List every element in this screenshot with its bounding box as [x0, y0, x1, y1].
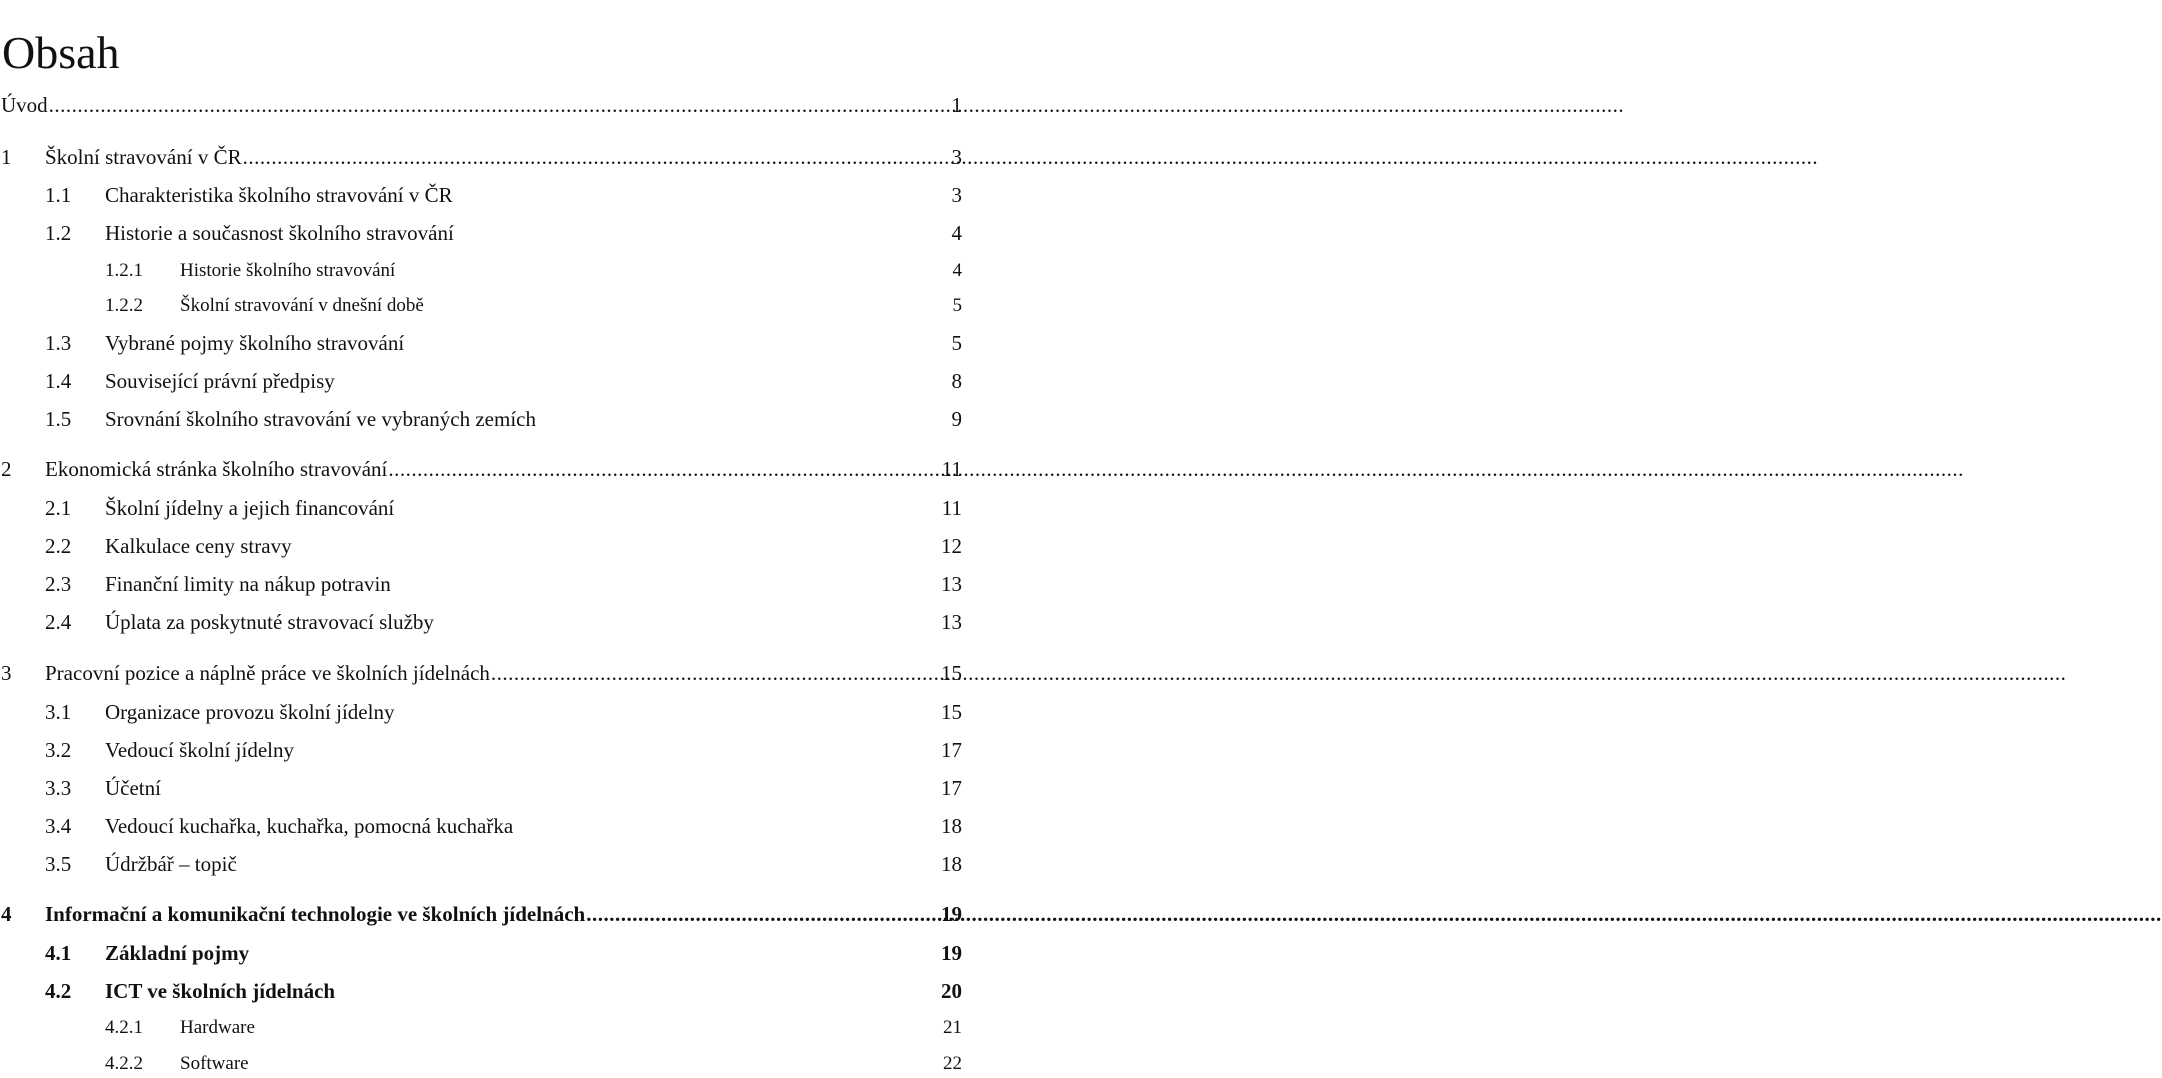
toc-entry-title: Historie a současnost školního stravování [105, 221, 454, 245]
toc-entry-number: 4.2.1 [105, 1017, 143, 1038]
toc-entry-title: Finanční limity na nákup potravin [105, 572, 391, 596]
toc-entry[interactable] [0, 608, 962, 636]
dot-leader [491, 659, 939, 687]
toc-entry-title: Ekonomická stránka školního stravování [45, 457, 388, 481]
toc-entry[interactable] [0, 570, 962, 598]
toc-entry-page-number: 4 [951, 221, 962, 245]
toc-entry[interactable] [0, 143, 962, 171]
toc-entry[interactable] [0, 1014, 962, 1042]
toc-entry-title: Pracovní pozice a náplně práce ve školních jídelnách [45, 661, 490, 685]
toc-entry-number: 4.2 [45, 979, 72, 1003]
toc-entry-page-number: 19 [941, 941, 962, 965]
toc-entry[interactable] [0, 659, 962, 687]
toc-entry-title: Úvod [1, 93, 48, 117]
toc-entry-title: Charakteristika školního stravování v ČR [105, 183, 453, 207]
toc-entry-title: ICT ve školních jídelnách [105, 979, 336, 1003]
toc-entry-page-number: 15 [941, 700, 962, 724]
toc-entry-page-number: 13 [941, 610, 962, 634]
toc-entry[interactable] [0, 736, 962, 764]
toc-entry[interactable] [0, 977, 962, 1005]
toc-entry-number: 4.1 [45, 941, 72, 965]
toc-entry-page-number: 11 [941, 496, 962, 520]
toc-entry-number: 2.1 [45, 496, 72, 520]
toc-entry[interactable] [0, 181, 962, 209]
toc-entry-title: Software [180, 1053, 249, 1074]
toc-entry-title: Základní pojmy [105, 941, 250, 965]
toc-entry-number: 1 [1, 145, 12, 169]
toc-entry-page-number: 15 [941, 661, 962, 685]
toc-entry[interactable] [0, 405, 962, 433]
toc-entry-page-number: 22 [943, 1053, 962, 1074]
toc-entry-number: 1.3 [45, 331, 72, 355]
toc-entry-title: Historie školního stravování [180, 260, 396, 281]
toc-entry-title: Školní stravování v dnešní době [180, 295, 424, 316]
toc-entry[interactable] [0, 494, 962, 522]
toc-entry-title: Školní jídelny a jejich financování [105, 496, 395, 520]
toc-entry-title: Vedoucí kuchařka, kuchařka, pomocná kuchařka [105, 814, 514, 838]
toc-entry-number: 1.2 [45, 221, 72, 245]
toc-entry[interactable] [0, 367, 962, 395]
toc-entry[interactable] [0, 900, 962, 928]
toc-entry-title: Kalkulace ceny stravy [105, 534, 292, 558]
toc-entry-number: 3.3 [45, 776, 72, 800]
toc-entry-page-number: 18 [941, 852, 962, 876]
toc-entry-page-number: 5 [951, 331, 962, 355]
toc-entry-page-number: 4 [952, 260, 962, 281]
dot-leader [49, 91, 950, 119]
toc-entry-page-number: 19 [941, 902, 962, 926]
toc-entry-page-number: 17 [941, 776, 962, 800]
toc-entry-page-number: 13 [941, 572, 962, 596]
toc-entry-number: 1.2.2 [105, 295, 143, 316]
toc-entry-number: 3.1 [45, 700, 72, 724]
toc-entry-page-number: 20 [941, 979, 962, 1003]
toc-entry-title: Srovnání školního stravování ve vybraných zemích [105, 407, 536, 431]
toc-entry-number: 3.4 [45, 814, 72, 838]
toc-entry[interactable] [0, 219, 962, 247]
toc-entry[interactable] [0, 532, 962, 560]
toc-entry[interactable] [0, 257, 962, 285]
toc-entry-page-number: 18 [941, 814, 962, 838]
dot-leader [388, 455, 939, 483]
toc-entry[interactable] [0, 455, 962, 483]
toc-entry-page-number: 3 [951, 145, 962, 169]
toc-entry-title: Účetní [105, 776, 161, 800]
toc-entry-page-number: 1 [951, 93, 962, 117]
toc-entry-page-number: 11 [941, 457, 962, 481]
toc-entry-page-number: 12 [941, 534, 962, 558]
toc-entry[interactable] [0, 812, 962, 840]
toc-entry-page-number: 5 [952, 295, 962, 316]
toc-entry-title: Vedoucí školní jídelny [105, 738, 294, 762]
toc-entry-number: 4 [1, 902, 12, 926]
toc-entry[interactable] [0, 939, 962, 967]
toc-entry[interactable] [0, 329, 962, 357]
toc-entry-page-number: 3 [951, 183, 962, 207]
toc-entry-number: 3 [1, 661, 12, 685]
toc-entry[interactable] [0, 698, 962, 726]
toc-entry-page-number: 9 [951, 407, 962, 431]
toc-entry-number: 2.2 [45, 534, 72, 558]
dot-leader [243, 143, 950, 171]
table-of-contents [0, 0, 960, 1074]
toc-entry-number: 1.2.1 [105, 260, 143, 281]
dot-leader [586, 900, 939, 928]
toc-entry[interactable] [0, 292, 962, 320]
toc-entry-title: Související právní předpisy [105, 369, 335, 393]
toc-entry-number: 2.3 [45, 572, 72, 596]
toc-entry-title: Informační a komunikační technologie ve školních jídelnách [45, 902, 586, 926]
toc-entry-title: Úplata za poskytnuté stravovací služby [105, 610, 434, 634]
toc-entry-number: 3.2 [45, 738, 72, 762]
toc-entry-title: Školní stravování v ČR [45, 145, 242, 169]
toc-entry[interactable] [0, 774, 962, 802]
toc-entry-title: Hardware [180, 1017, 255, 1038]
toc-entry-number: 1.4 [45, 369, 72, 393]
toc-entry-title: Vybrané pojmy školního stravování [105, 331, 405, 355]
toc-entry[interactable] [0, 91, 962, 119]
toc-entry-title: Organizace provozu školní jídelny [105, 700, 395, 724]
toc-entry-number: 4.2.2 [105, 1053, 143, 1074]
toc-entry-number: 1.1 [45, 183, 72, 207]
toc-entry-page-number: 8 [951, 369, 962, 393]
toc-entry-page-number: 21 [943, 1017, 962, 1038]
toc-entry[interactable] [0, 1050, 962, 1078]
toc-entry-number: 2.4 [45, 610, 72, 634]
toc-entry-page-number: 17 [941, 738, 962, 762]
toc-entry-number: 3.5 [45, 852, 72, 876]
toc-entry-number: 2 [1, 457, 12, 481]
page-title: Obsah [2, 26, 120, 78]
toc-entry[interactable] [0, 850, 962, 878]
toc-entry-title: Údržbář – topič [105, 852, 237, 876]
toc-entry-number: 1.5 [45, 407, 72, 431]
